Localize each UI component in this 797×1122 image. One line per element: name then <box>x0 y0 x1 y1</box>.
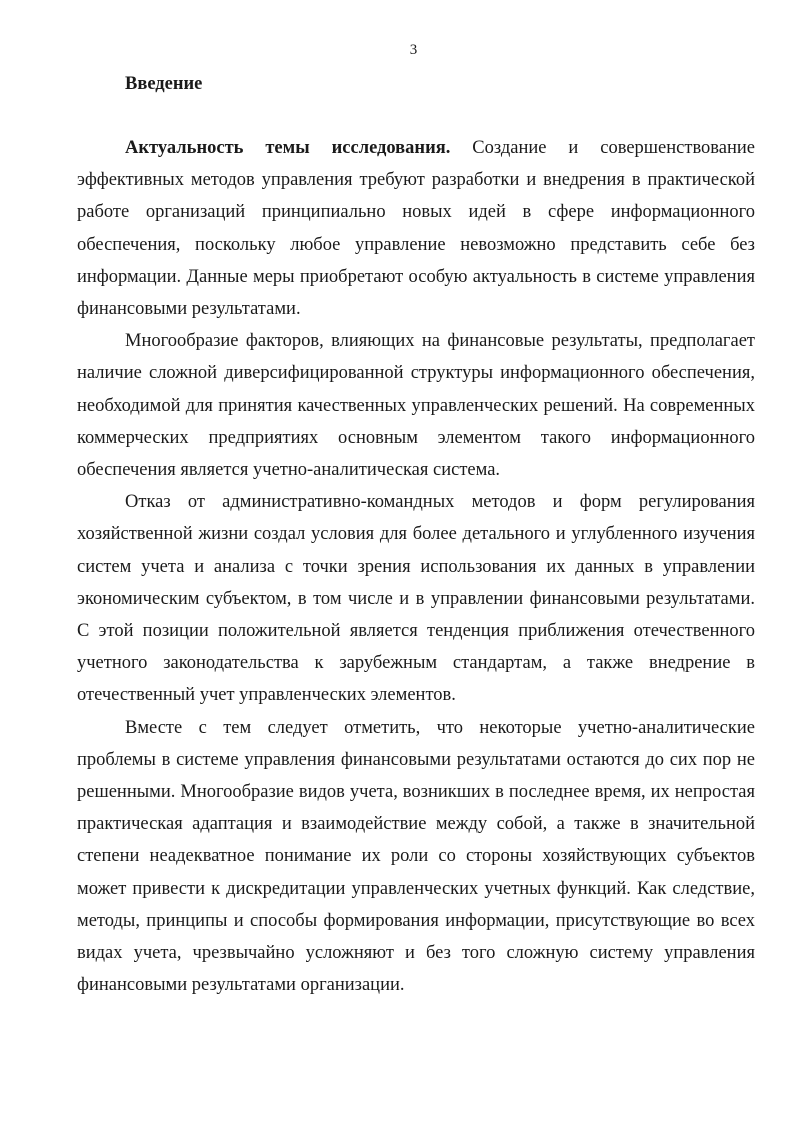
paragraph-factors: Многообразие факторов, влияющих на финансовые результаты, предполагает наличие сложной диверсифицированной структуры информационного обеспечения, необходимой для принятия качественных управленческих решений. На современных коммерческих предприятиях основным элементом такого информационного обеспечения является учетно-аналитическая система. <box>77 331 755 481</box>
paragraph-lead: Актуальность темы исследования. <box>125 138 451 158</box>
paragraph-problems: Вместе с тем следует отметить, что некоторые учетно-аналитические проблемы в системе управления финансовыми результатами остаются до сих пор не решенными. Многообразие видов учета, возникших в последнее время, их непростая практическая адаптация и взаимодействие между собой, а также в значительной степени неадекватное понимание их роли со стороны хозяйствующих субъектов может привести к дискредитации управленческих учетных функций. Как следствие, методы, принципы и способы формирования информации, присутствующие во всех видах учета, чрезвычайно усложняют и без того сложную систему управления финансовыми результатами организации. <box>77 717 755 996</box>
page-number: 3 <box>409 42 418 58</box>
paragraph-refusal: Отказ от административно-командных методов и форм регулирования хозяйственной жизни создал условия для более детального и углубленного изучения систем учета и анализа с точки зрения использования их данных в управлении экономическим субъектом, в том числе и в управлении финансовыми результатами. С этой позиции положительной является тенденция приближения отечественного учетного законодательства к зарубежным стандартам, а также внедрение в отечественный учет управленческих элементов. <box>77 492 755 706</box>
paragraph-text: Создание и совершенствование эффективных методов управления требуют разработки и внедрения в практической работе организаций принципиально новых идей в сфере информационного обеспечения, поскольку любое управление невозможно представить себе без информации. Данные меры приобретают особую актуальность в системе управления финансовыми результатами. <box>77 138 756 320</box>
section-heading: Введение <box>125 74 203 94</box>
document-body <box>77 68 755 1001</box>
paragraph-relevance <box>77 132 755 325</box>
